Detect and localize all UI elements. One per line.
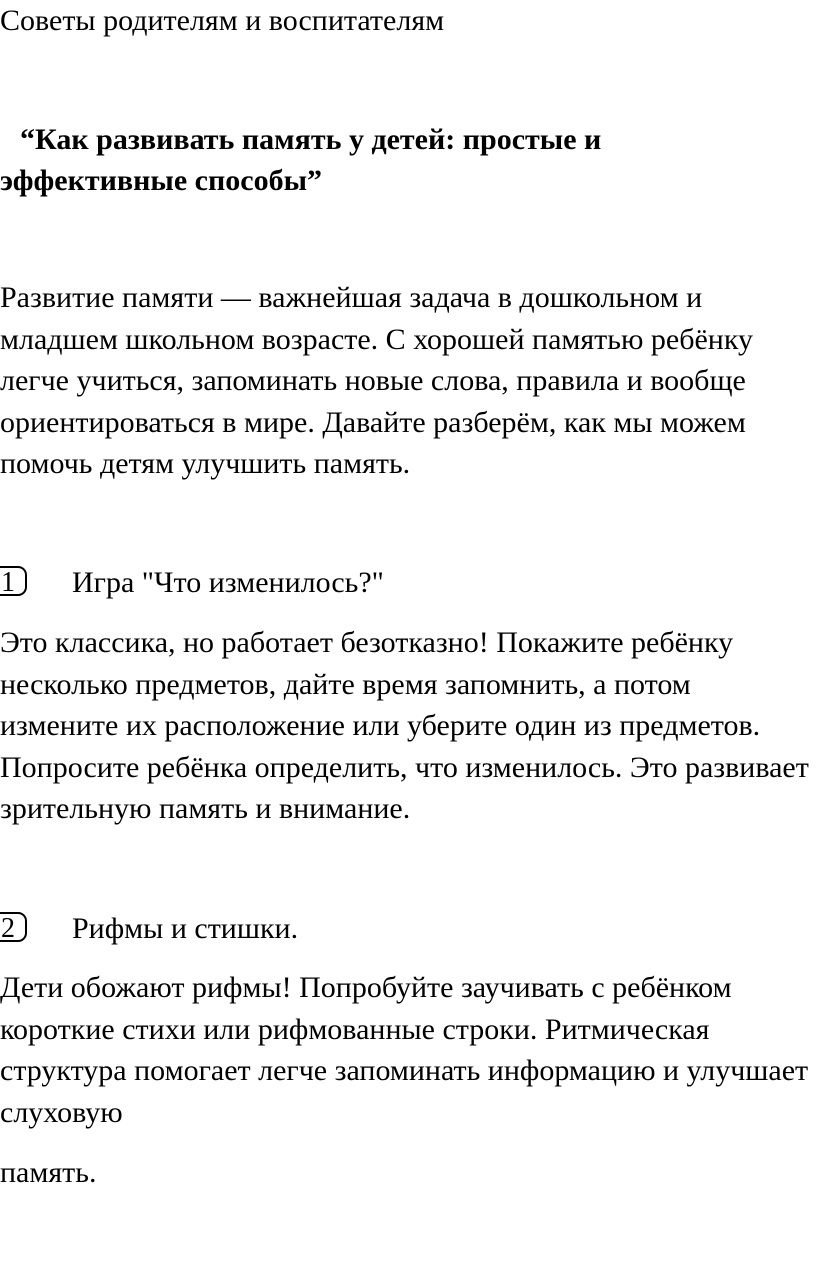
section-heading-text: Рифмы и стишки.	[72, 912, 299, 945]
title-text: “Как развивать память у детей: простые и эффективные способы”	[0, 123, 602, 197]
section-2-paragraph: Дети обожают рифмы! Попробуйте заучивать с ребёнком короткие стихи или рифмованные строки. Ритмическая структура помогает легче запоминать информацию и улучшает слуховую	[0, 971, 809, 1129]
intro-paragraph: Развитие памяти — важнейшая задача в дошкольном и младшем школьном возрасте. С хорошей памятью ребёнку легче учиться, запоминать новые слова, правила и вообще ориентироваться в мире. Давайте разберём, как мы можем помочь детям улучшить память.	[0, 281, 753, 480]
document-title	[0, 119, 780, 201]
section-2-paragraph-continued: память.	[0, 1156, 97, 1189]
number-marker: 1	[0, 566, 27, 596]
section-1-heading	[0, 566, 812, 600]
document-header: Советы родителям и воспитателям	[0, 4, 445, 37]
section-heading-text: Игра "Что изменилось?"	[72, 566, 384, 599]
section-2-heading	[0, 912, 812, 946]
section-1-paragraph: Это классика, но работает безотказно! Покажите ребёнку несколько предметов, дайте время запомнить, а потом измените их расположение или уберите один из предметов. Попросите ребёнка определить, что изменилось. Это развивает зрительную память и внимание.	[0, 626, 809, 825]
number-marker: 2	[0, 912, 27, 942]
